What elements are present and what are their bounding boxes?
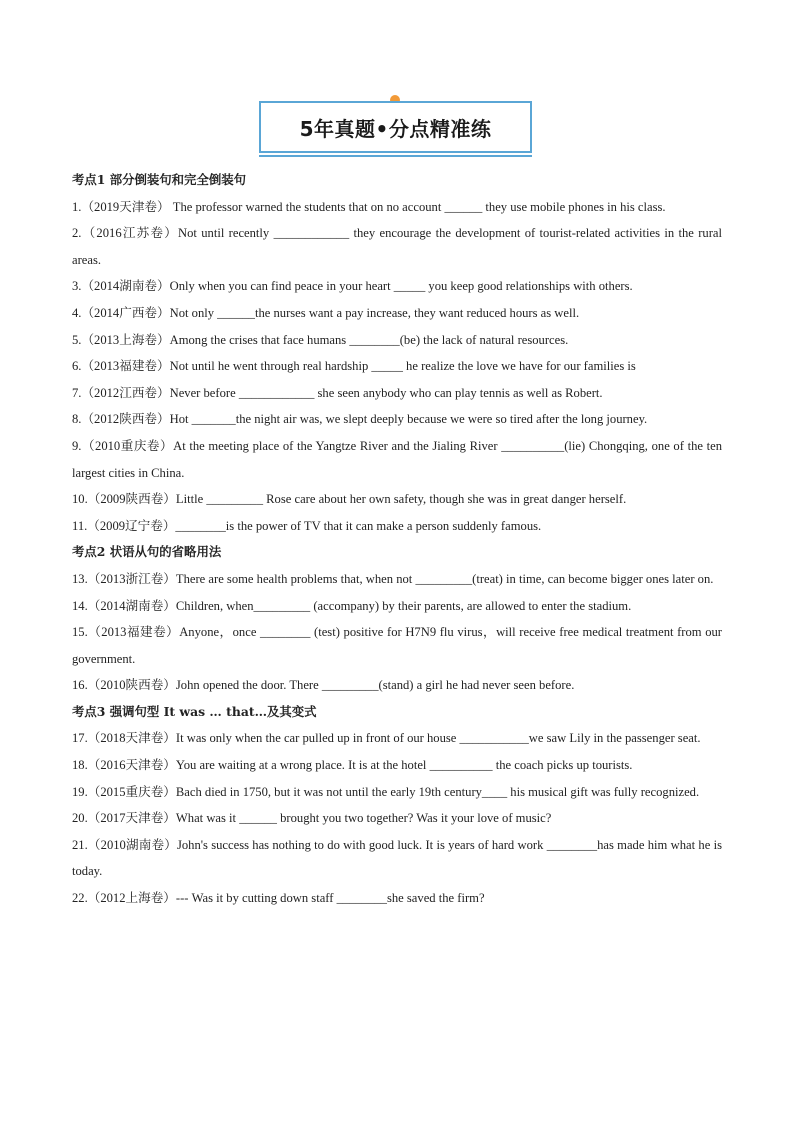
question-item: 11.（2009辽宁卷）________is the power of TV that it can make a person suddenly famous. [72, 518, 542, 533]
question-item: 14.（2014湖南卷）Children, when_________ (accompany) by their parents, are allowed to enter the stadium. [72, 598, 632, 613]
question-item: 15.（2013福建卷）Anyone，once ________ (test) positive for H7N9 flu virus，will receive free medical treatment from our government. [72, 625, 722, 666]
question-item: 6.（2013福建卷）Not until he went through real hardship _____ he realize the love we have for our families is [72, 359, 636, 374]
question-item: 19.（2015重庆卷）Bach died in 1750, but it was not until the early 19th century____ his musical gift was fully recognized. [72, 784, 700, 799]
section-heading: 考点3 强调句型 It was … that…及其变式 [72, 703, 317, 719]
page-title: 5年真题•分点精准练 [299, 116, 492, 141]
question-item: 5.（2013上海卷）Among the crises that face humans ________(be) the lack of natural resources. [72, 332, 569, 347]
question-item: 1.（2019天津卷） The professor warned the students that on no account ______ they use mobile phones in his class. [72, 199, 666, 214]
question-item: 10.（2009陕西卷）Little _________ Rose care about her own safety, though she was in great danger herself. [72, 492, 627, 507]
section-heading: 考点1 部分倒装句和完全倒装句 [72, 172, 247, 187]
question-item: 18.（2016天津卷）You are waiting at a wrong place. It is at the hotel __________ the coach picks up tourists. [72, 758, 633, 773]
question-item: 8.（2012陕西卷）Hot _______the night air was, we slept deeply because we were so tired after the long journey. [72, 412, 648, 427]
section-title-banner [259, 98, 532, 152]
question-item: 20.（2017天津卷）What was it ______ brought you two together? Was it your love of music? [72, 811, 552, 826]
question-item: 21.（2010湖南卷）John's success has nothing to do with good luck. It is years of hard work ________has made him what he is today. [72, 837, 722, 879]
question-item: 16.（2010陕西卷）John opened the door. There _________(stand) a girl he had never seen before. [72, 678, 575, 693]
title-frame [259, 101, 532, 153]
question-item: 17.（2018天津卷）It was only when the car pulled up in front of our house ___________we saw Lily in the passenger seat. [72, 731, 701, 746]
question-item: 13.（2013浙江卷）There are some health problems that, when not _________(treat) in time, can become bigger ones later on. [72, 571, 714, 586]
question-item: 9.（2010重庆卷）At the meeting place of the Yangtze River and the Jialing River __________(lie) Chongqing, one of the ten largest cities in China. [72, 438, 722, 480]
section-heading: 考点2 状语从句的省略用法 [72, 544, 222, 560]
question-item: 4.（2014广西卷）Not only ______the nurses want a pay increase, they want reduced hours as well. [72, 305, 580, 320]
question-item: 22.（2012上海卷）--- Was it by cutting down staff ________she saved the firm? [72, 891, 485, 906]
question-list [72, 167, 722, 912]
question-item: 3.（2014湖南卷）Only when you can find peace in your heart _____ you keep good relationships with others. [72, 279, 633, 294]
question-item: 7.（2012江西卷）Never before ____________ she seen anybody who can play tennis as well as Robert. [72, 385, 603, 400]
question-item: 2.（2016江苏卷）Not until recently ____________ they encourage the development of tourist-related activities in the rural areas. [72, 226, 722, 267]
